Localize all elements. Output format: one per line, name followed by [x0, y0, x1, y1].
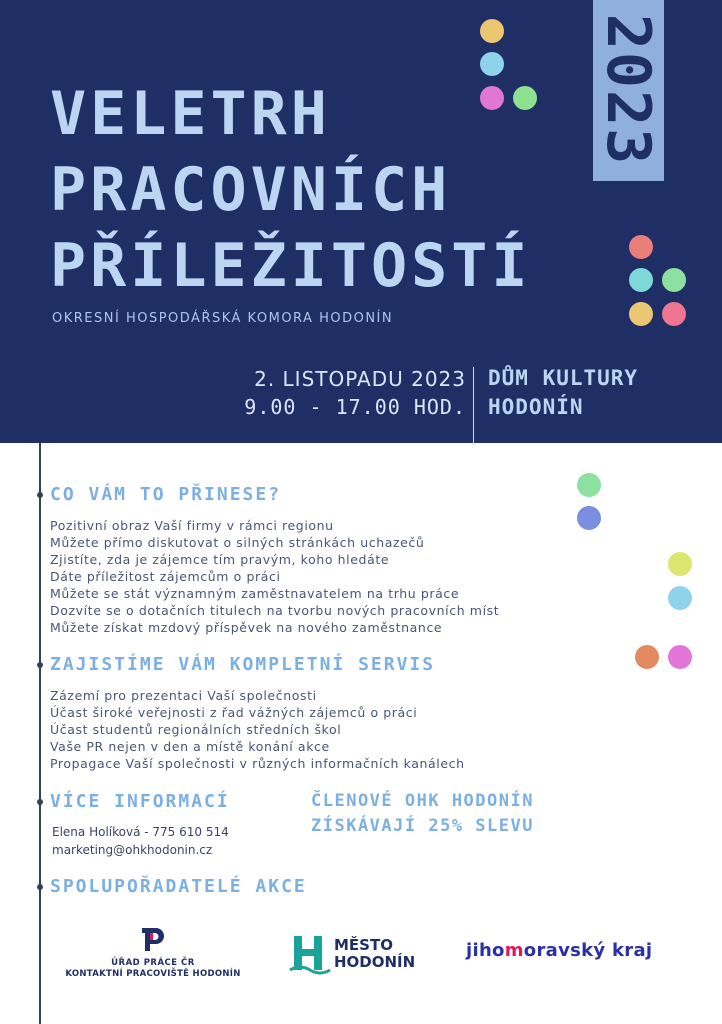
- deco-dot: [480, 52, 504, 76]
- venue-line-2: HODONÍN: [488, 395, 584, 419]
- deco-dot: [480, 86, 504, 110]
- list-item: Propagace Vaší společnosti v různých informačních kanálech: [50, 756, 465, 771]
- list-item: Můžete se stát významným zaměstnavatelem na trhu práce: [50, 586, 460, 601]
- list-item: Účast široké veřejnosti z řad vážných zájemců o práci: [50, 705, 418, 720]
- deco-dot: [668, 645, 692, 669]
- list-item: Zázemí pro prezentaci Vaší společnosti: [50, 688, 317, 703]
- section-bullet: [37, 799, 43, 805]
- jm-part-1: jiho: [466, 940, 505, 961]
- urad-prace-icon: [138, 924, 168, 954]
- list-item: Zjistíte, zda je zájemce tím pravým, koho hledáte: [50, 552, 390, 567]
- header-banner: [0, 0, 722, 443]
- member-discount-line-1: ČLENOVÉ OHK HODONÍN: [311, 791, 534, 811]
- page-title: [50, 76, 531, 304]
- contact-email[interactable]: marketing@ohkhodonin.cz: [52, 843, 213, 857]
- benefits-heading: CO VÁM TO PŘINESE?: [50, 484, 282, 505]
- date-time-block: [244, 365, 466, 421]
- header-divider: [473, 367, 474, 445]
- urad-prace-line-1: ÚŘAD PRÁCE ČR: [111, 958, 195, 968]
- member-discount: [311, 789, 534, 839]
- mesto-hodonin-icon: [288, 932, 332, 982]
- mesto-hodonin-line-2: HODONÍN: [334, 953, 416, 971]
- urad-prace-logo: [58, 922, 248, 992]
- deco-dot: [668, 552, 692, 576]
- deco-dot: [662, 302, 686, 326]
- venue-block: [488, 364, 638, 422]
- deco-dot: [629, 235, 653, 259]
- deco-dot: [513, 86, 537, 110]
- deco-dot: [577, 506, 601, 530]
- title-line-2: PRACOVNÍCH: [50, 155, 452, 225]
- title-line-3: PŘÍLEŽITOSTÍ: [50, 231, 532, 301]
- list-item: Můžete získat mzdový příspěvek na nového zaměstnance: [50, 620, 443, 635]
- list-item: Můžete přímo diskutovat o silných stránkách uchazečů: [50, 535, 425, 550]
- event-time: 9.00 - 17.00 HOD.: [244, 395, 466, 419]
- partners-heading: SPOLUPOŘADATELÉ AKCE: [50, 876, 307, 897]
- mesto-hodonin-text: [334, 937, 415, 971]
- mesto-hodonin-logo: [288, 928, 418, 983]
- title-line-1: VELETRH: [50, 79, 331, 149]
- mesto-hodonin-line-1: MĚSTO: [334, 936, 393, 954]
- organizer-subtitle: OKRESNÍ HOSPODÁŘSKÁ KOMORA HODONÍN: [52, 311, 394, 326]
- list-item: Dozvíte se o dotačních titulech na tvorbu nových pracovních míst: [50, 603, 500, 618]
- jm-part-3: oravský kraj: [523, 940, 653, 961]
- list-item: Účast studentů regionálních středních škol: [50, 722, 342, 737]
- deco-dot: [635, 645, 659, 669]
- section-bullet: [37, 884, 43, 890]
- benefits-list: [50, 517, 499, 636]
- list-item: Pozitivní obraz Vaší firmy v rámci regionu: [50, 518, 334, 533]
- jm-part-2: m: [504, 940, 524, 961]
- deco-dot: [577, 473, 601, 497]
- deco-dot: [662, 268, 686, 292]
- service-heading: ZAJISTÍME VÁM KOMPLETNÍ SERVIS: [50, 654, 436, 675]
- service-list: [50, 687, 465, 772]
- event-date: 2. LISTOPADU 2023: [254, 367, 466, 391]
- deco-dot: [629, 302, 653, 326]
- deco-dot: [629, 268, 653, 292]
- section-bullet: [37, 492, 43, 498]
- info-heading: VÍCE INFORMACÍ: [50, 791, 230, 812]
- contact-name-phone: Elena Holíková - 775 610 514: [52, 825, 229, 839]
- venue-line-1: DŮM KULTURY: [488, 366, 639, 390]
- deco-dot: [668, 586, 692, 610]
- deco-dot: [480, 19, 504, 43]
- jihomoravsky-kraj-logo: [466, 940, 652, 961]
- member-discount-line-2: ZÍSKÁVAJÍ 25% SLEVU: [311, 816, 534, 836]
- urad-prace-line-2: KONTAKTNÍ PRACOVIŠTĚ HODONÍN: [65, 969, 241, 979]
- year-label: 2023: [593, 13, 663, 167]
- timeline-line: [39, 443, 41, 1024]
- list-item: Dáte příležitost zájemcům o práci: [50, 569, 281, 584]
- section-bullet: [37, 662, 43, 668]
- list-item: Vaše PR nejen v den a místě konání akce: [50, 739, 330, 754]
